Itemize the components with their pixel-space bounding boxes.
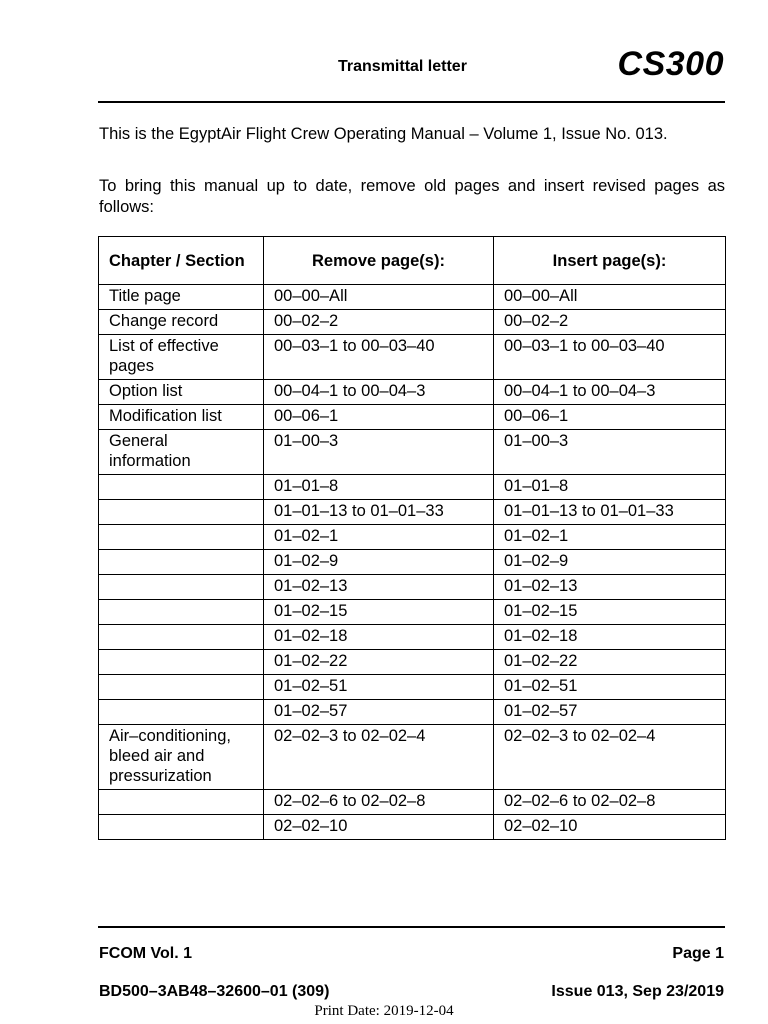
- remove-cell: 01–02–13: [264, 575, 494, 600]
- remove-cell: 01–02–9: [264, 550, 494, 575]
- remove-cell: 01–01–8: [264, 475, 494, 500]
- aircraft-logo: CS300: [617, 45, 724, 83]
- remove-cell: 01–02–51: [264, 675, 494, 700]
- remove-cell: 01–02–57: [264, 700, 494, 725]
- remove-cell: 01–02–22: [264, 650, 494, 675]
- remove-cell: 01–00–3: [264, 430, 494, 475]
- chapter-cell: Title page: [99, 285, 264, 310]
- insert-cell: 01–02–18: [494, 625, 726, 650]
- table-row: [99, 675, 726, 700]
- remove-cell: 01–01–13 to 01–01–33: [264, 500, 494, 525]
- instruction-paragraph: To bring this manual up to date, remove old pages and insert revised pages as follows:: [99, 177, 725, 216]
- insert-cell: 01–02–9: [494, 550, 726, 575]
- chapter-cell: General information: [99, 430, 264, 475]
- insert-cell: 00–02–2: [494, 310, 726, 335]
- table-row: [99, 335, 726, 380]
- chapter-cell: Change record: [99, 310, 264, 335]
- table-row: [99, 525, 726, 550]
- remove-cell: 01–02–18: [264, 625, 494, 650]
- chapter-cell: [99, 700, 264, 725]
- chapter-cell: [99, 500, 264, 525]
- insert-cell: 01–02–51: [494, 675, 726, 700]
- page-change-table: [98, 236, 726, 840]
- table-row: [99, 575, 726, 600]
- footer-document-number: BD500–3AB48–32600–01 (309): [99, 983, 330, 1000]
- remove-cell: 01–02–15: [264, 600, 494, 625]
- remove-cell: 02–02–3 to 02–02–4: [264, 725, 494, 790]
- remove-cell: 01–02–1: [264, 525, 494, 550]
- insert-cell: 00–00–All: [494, 285, 726, 310]
- chapter-cell: List of effective pages: [99, 335, 264, 380]
- chapter-cell: [99, 625, 264, 650]
- table-row: [99, 285, 726, 310]
- table-body: [99, 285, 726, 840]
- remove-cell: 00–00–All: [264, 285, 494, 310]
- table-row: [99, 725, 726, 790]
- chapter-cell: Modification list: [99, 405, 264, 430]
- chapter-cell: [99, 525, 264, 550]
- insert-cell: 01–01–8: [494, 475, 726, 500]
- insert-cell: 02–02–10: [494, 815, 726, 840]
- table-row: [99, 650, 726, 675]
- table-row: [99, 310, 726, 335]
- table-row: [99, 600, 726, 625]
- footer-page-number: Page 1: [672, 945, 724, 962]
- chapter-cell: [99, 475, 264, 500]
- remove-cell: 02–02–10: [264, 815, 494, 840]
- chapter-cell: [99, 550, 264, 575]
- chapter-cell: Option list: [99, 380, 264, 405]
- table-header-row: [99, 237, 726, 285]
- footer-divider: [98, 926, 725, 928]
- document-title: Transmittal letter: [338, 58, 467, 75]
- insert-cell: 01–02–57: [494, 700, 726, 725]
- table-row: [99, 625, 726, 650]
- header-divider: [98, 101, 725, 103]
- chapter-cell: Air–conditioning, bleed air and pressurization: [99, 725, 264, 790]
- insert-cell: 01–02–13: [494, 575, 726, 600]
- table-row: [99, 430, 726, 475]
- intro-paragraph: This is the EgyptAir Flight Crew Operating Manual – Volume 1, Issue No. 013.: [99, 125, 668, 143]
- column-header-remove: Remove page(s):: [264, 237, 494, 285]
- insert-cell: 01–02–15: [494, 600, 726, 625]
- remove-cell: 00–06–1: [264, 405, 494, 430]
- table-row: [99, 550, 726, 575]
- chapter-cell: [99, 600, 264, 625]
- column-header-insert: Insert page(s):: [494, 237, 726, 285]
- print-date: Print Date: 2019-12-04: [314, 1003, 454, 1019]
- insert-cell: 01–02–1: [494, 525, 726, 550]
- insert-cell: 00–03–1 to 00–03–40: [494, 335, 726, 380]
- column-header-chapter: Chapter / Section: [99, 237, 264, 285]
- insert-cell: 02–02–3 to 02–02–4: [494, 725, 726, 790]
- insert-cell: 01–02–22: [494, 650, 726, 675]
- table-row: [99, 815, 726, 840]
- footer-issue-date: Issue 013, Sep 23/2019: [551, 983, 724, 1000]
- remove-cell: 00–02–2: [264, 310, 494, 335]
- insert-cell: 01–01–13 to 01–01–33: [494, 500, 726, 525]
- chapter-cell: [99, 790, 264, 815]
- remove-cell: 00–04–1 to 00–04–3: [264, 380, 494, 405]
- remove-cell: 00–03–1 to 00–03–40: [264, 335, 494, 380]
- insert-cell: 00–06–1: [494, 405, 726, 430]
- remove-cell: 02–02–6 to 02–02–8: [264, 790, 494, 815]
- chapter-cell: [99, 650, 264, 675]
- chapter-cell: [99, 575, 264, 600]
- table-row: [99, 380, 726, 405]
- insert-cell: 02–02–6 to 02–02–8: [494, 790, 726, 815]
- table-row: [99, 700, 726, 725]
- footer-volume: FCOM Vol. 1: [99, 945, 193, 962]
- table-row: [99, 790, 726, 815]
- insert-cell: 01–00–3: [494, 430, 726, 475]
- table-row: [99, 475, 726, 500]
- chapter-cell: [99, 815, 264, 840]
- insert-cell: 00–04–1 to 00–04–3: [494, 380, 726, 405]
- table-row: [99, 405, 726, 430]
- chapter-cell: [99, 675, 264, 700]
- table-row: [99, 500, 726, 525]
